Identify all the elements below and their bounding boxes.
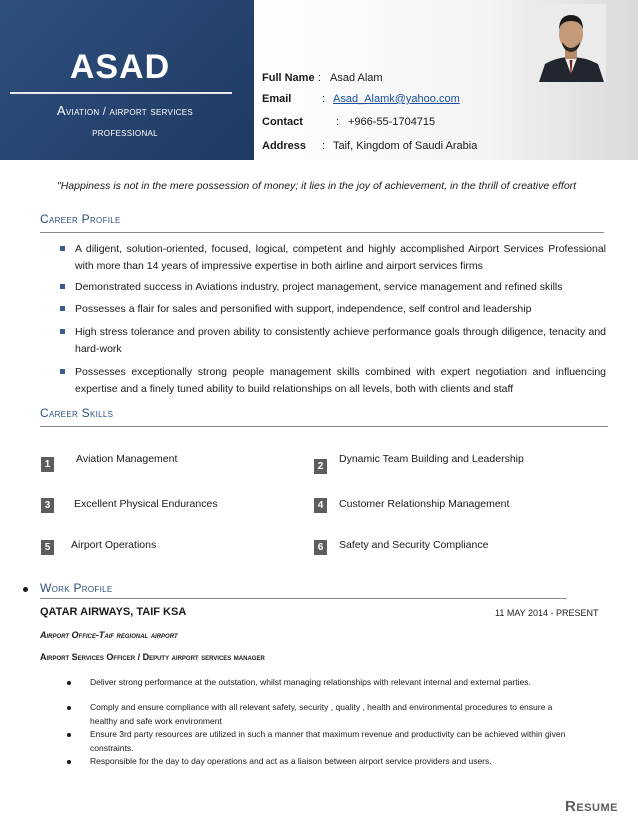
bullet-dot-icon xyxy=(67,733,71,737)
name-divider xyxy=(10,92,232,94)
bullet-dot-icon xyxy=(67,760,71,764)
skill-number-badge: 1 xyxy=(41,457,54,472)
skill-label: Dynamic Team Building and Leadership xyxy=(339,453,524,465)
separator: : xyxy=(336,116,340,128)
section-bullet-icon xyxy=(23,587,28,592)
career-profile-item: Possesses a flair for sales and personified with support, independence, self control and leadership xyxy=(60,301,606,318)
separator: : xyxy=(322,140,326,152)
bullet-square-icon xyxy=(60,329,65,334)
career-profile-item: Demonstrated success in Aviations industry, project management, service management and refined skills xyxy=(60,279,606,296)
work-profile-heading: Work Profile xyxy=(40,581,113,595)
skill-number-badge: 6 xyxy=(314,540,327,555)
skill-label: Customer Relationship Management xyxy=(339,498,510,510)
career-skills-divider xyxy=(40,426,608,427)
career-profile-heading: Career Profile xyxy=(40,212,121,226)
footer-label: Resume xyxy=(565,798,618,815)
skill-label: Excellent Physical Endurances xyxy=(74,498,218,510)
full-name-value: Asad Alam xyxy=(330,72,383,84)
candidate-name: ASAD xyxy=(69,48,171,86)
job-duty-item: Ensure 3rd party resources are utilized in such a manner that maximum revenue and productivity can be achieved within given constraints. xyxy=(90,729,566,753)
job-date: 11 MAY 2014 - PRESENT xyxy=(495,608,599,618)
bullet-dot-icon xyxy=(67,706,71,710)
job-office: Airport Office-Taif regional airport xyxy=(40,630,178,640)
full-name-label: Full Name xyxy=(262,72,315,84)
work-profile-divider xyxy=(40,598,567,599)
contact-label: Contact xyxy=(262,116,303,128)
profile-photo-illustration xyxy=(537,4,606,82)
job-duty-item: Responsible for the day to day operations and act as a liaison between airport service providers and users. xyxy=(90,756,492,766)
bullet-square-icon xyxy=(60,246,65,251)
job-company: QATAR AIRWAYS, TAIF KSA xyxy=(40,606,187,618)
career-skills-heading: Career Skills xyxy=(40,406,114,420)
separator: : xyxy=(318,72,322,84)
bullet-square-icon xyxy=(60,284,65,289)
skill-number-badge: 5 xyxy=(41,540,54,555)
candidate-role: Aviation / airport services professional xyxy=(56,103,194,139)
job-position: Airport Services Officer / Deputy airport services manager xyxy=(40,652,265,662)
career-profile-item: Possesses exceptionally strong people management skills combined with expert negotiation and influencing expertise and a finely tuned ability to build relationships on all levels, both with clients and staff xyxy=(60,364,606,398)
skill-number-badge: 3 xyxy=(41,498,54,513)
bullet-square-icon xyxy=(60,306,65,311)
skill-label: Airport Operations xyxy=(71,539,157,551)
skill-number-badge: 2 xyxy=(314,459,327,474)
email-label: Email xyxy=(262,93,292,105)
bullet-dot-icon xyxy=(67,681,71,685)
job-duty-item: Deliver strong performance at the outstation, whilst managing relationships with relevant internal and external parties. xyxy=(90,677,531,687)
address-value: Taif, Kingdom of Saudi Arabia xyxy=(333,140,478,152)
separator: : xyxy=(322,93,326,105)
skill-label: Safety and Security Compliance xyxy=(339,539,489,551)
email-link[interactable]: Asad_Alamk@yahoo.com xyxy=(333,93,460,105)
bullet-square-icon xyxy=(60,369,65,374)
skill-number-badge: 4 xyxy=(314,498,327,513)
skill-label: Aviation Management xyxy=(76,453,178,465)
profile-photo xyxy=(537,4,606,82)
quote: "Happiness is not in the mere possession of money; it lies in the joy of achievement, in the thrill of creative effort xyxy=(57,180,577,192)
career-profile-divider xyxy=(40,232,604,233)
career-profile-item: High stress tolerance and proven ability to consistently achieve performance goals through diligence, tenacity and hard-work xyxy=(60,324,606,358)
address-label: Address xyxy=(262,140,307,152)
career-profile-item: A diligent, solution-oriented, focused, logical, competent and highly accomplished Airport Services Professional with more than 14 years of impressive expertise in both airline and airport services firms xyxy=(60,241,606,275)
job-duty-item: Comply and ensure compliance with all relevant safety, security , quality , health and environmental procedures to ensure a healthy and safe work environment xyxy=(90,702,553,726)
contact-value: +966-55-1704715 xyxy=(348,116,436,128)
